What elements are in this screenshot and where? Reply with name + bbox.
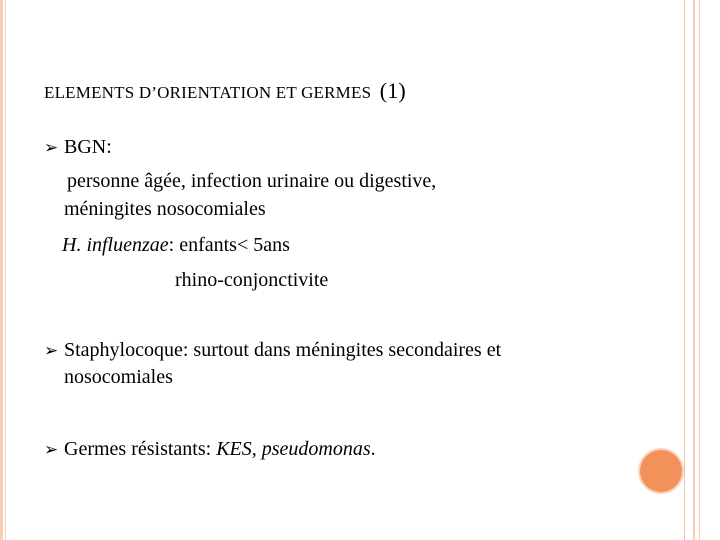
item-bgn-line-2: méningites nosocomiales xyxy=(64,198,266,220)
item-staph-line-1: Staphylocoque: surtout dans méningites secondaires et xyxy=(64,339,502,361)
bullet-arrow-icon: ➢ xyxy=(44,440,59,459)
germes-suffix: . xyxy=(370,438,376,460)
item-staph-line-2: nosocomiales xyxy=(64,366,173,388)
left-frame-border xyxy=(0,0,14,540)
item-bgn-head: BGN: xyxy=(64,136,112,158)
slide-title xyxy=(44,78,406,104)
item-bgn-hinf xyxy=(62,233,290,257)
slide-title-number: (1) xyxy=(379,78,406,103)
germes-species: KES, pseudomonas xyxy=(216,438,371,460)
decorative-orange-circle xyxy=(640,450,682,492)
bullet-arrow-icon: ➢ xyxy=(44,341,59,360)
right-frame-border xyxy=(684,0,720,540)
hinf-species: H. influenzae xyxy=(62,234,169,256)
bullet-arrow-icon: ➢ xyxy=(44,138,59,157)
germes-prefix: Germes résistants: xyxy=(64,438,217,460)
item-bgn-line-1: personne âgée, infection urinaire ou digestive, xyxy=(67,170,437,192)
item-bgn-line-4: rhino-conjonctivite xyxy=(175,269,329,291)
slide-title-text: ELEMENTS D’ORIENTATION ET GERMES xyxy=(44,83,372,102)
hinf-detail: : enfants< 5ans xyxy=(168,234,290,256)
item-germes xyxy=(64,437,376,461)
